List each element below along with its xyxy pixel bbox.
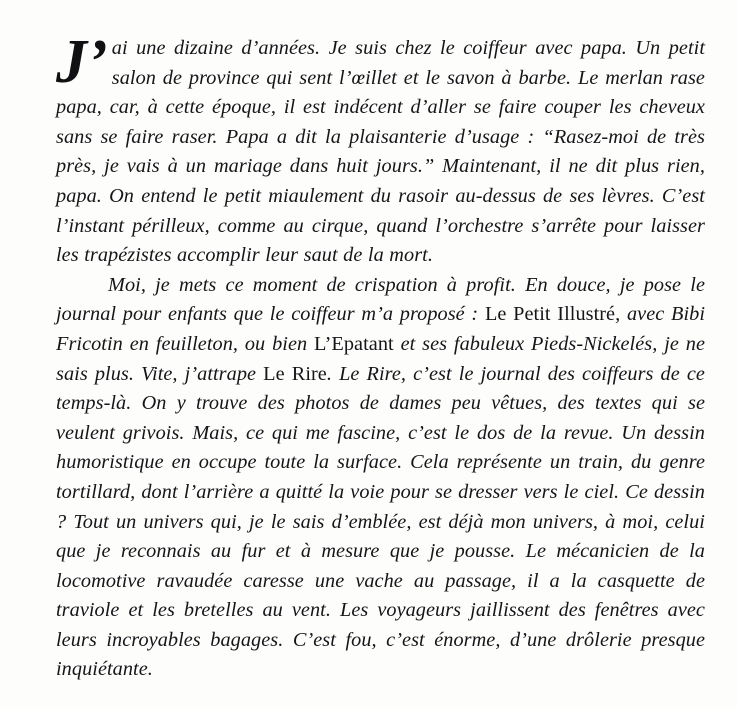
paragraph-1-text: ai une dizaine d’années. Je suis chez le coiffeur avec papa. Un petit salon de province qui sent l’œillet et le savon à barbe. Le merlan rase papa, car, à cette époque, il est indécent d’aller se faire couper les cheveux sans se faire raser. Papa a dit la plaisanterie d’usage : “Rasez-moi de très près, je vais à un mariage dans huit jours.” Maintenant, il ne dit plus rien, papa. On entend le petit miaulement du rasoir au-dessus de ses lèvres. C’est l’instant périlleux, comme au cirque, quand l’orchestre s’arrête pour laisser les trapézistes accomplir leur saut de la mort.	[56, 37, 705, 267]
title-le-petit-illustre: Le Petit Illustré	[484, 303, 616, 326]
title-le-rire-first: Le Rire	[263, 362, 327, 385]
paragraph-2-segment-15: univers, à moi, celui que je reconnais au fur et à mesure que je pousse. Le mécanicien de la locomotive ravaudée caresse une vache au passage, il a la casquette de traviole et les bretelles au vent. Les voyageurs jaillissent des fenêtres avec leurs incroyables bagages. C’est fou, c’est énorme, d’une drôlerie presque inquiétante.	[56, 510, 705, 681]
paragraph-2-segment-5: en feuilleton, ou bien	[122, 332, 315, 355]
paragraph-2	[56, 271, 705, 685]
paragraph-2-segment-7: et ses fabuleux	[393, 332, 532, 355]
drop-cap: J’	[56, 28, 108, 96]
paragraph-2-segment-11: .	[326, 362, 340, 385]
paragraph-2-segment-13: , c’est le journal des coiffeurs de ce temps-là. On y trouve des photos de dames peu vêtues, des textes qui se veulent grivois. Mais, ce qui me fascine, c’est le dos de la revue. Un dessin humoristique en occupe toute la surface. Cela représente un train, du genre tortillard, dont l’arrière a quitté la voie pour se dresser vers le ciel. Ce dessin ? Tout un univers qui, je le sais d’emblée, est déjà	[56, 362, 705, 533]
emphasis-mon: mon	[490, 510, 526, 533]
paragraph-2-segment-3: , avec	[615, 303, 671, 326]
paragraph-2-segment-1: Moi, je mets ce moment de crispation à profit. En douce, je pose le journal pour enfants que le coiffeur m’a proposé :	[56, 273, 705, 326]
title-le-rire-second: Le Rire	[339, 362, 401, 385]
page-body	[56, 28, 706, 685]
title-pieds-nickeles: Pieds-Nickelés	[531, 332, 653, 355]
paragraph-2-segment-9: , je ne sais plus. Vite, j’attrape	[56, 332, 706, 385]
title-l-epatant: L’Epatant	[314, 332, 394, 355]
paragraph-1	[56, 28, 705, 271]
title-bibi-fricotin: Bibi Fricotin	[56, 303, 705, 355]
